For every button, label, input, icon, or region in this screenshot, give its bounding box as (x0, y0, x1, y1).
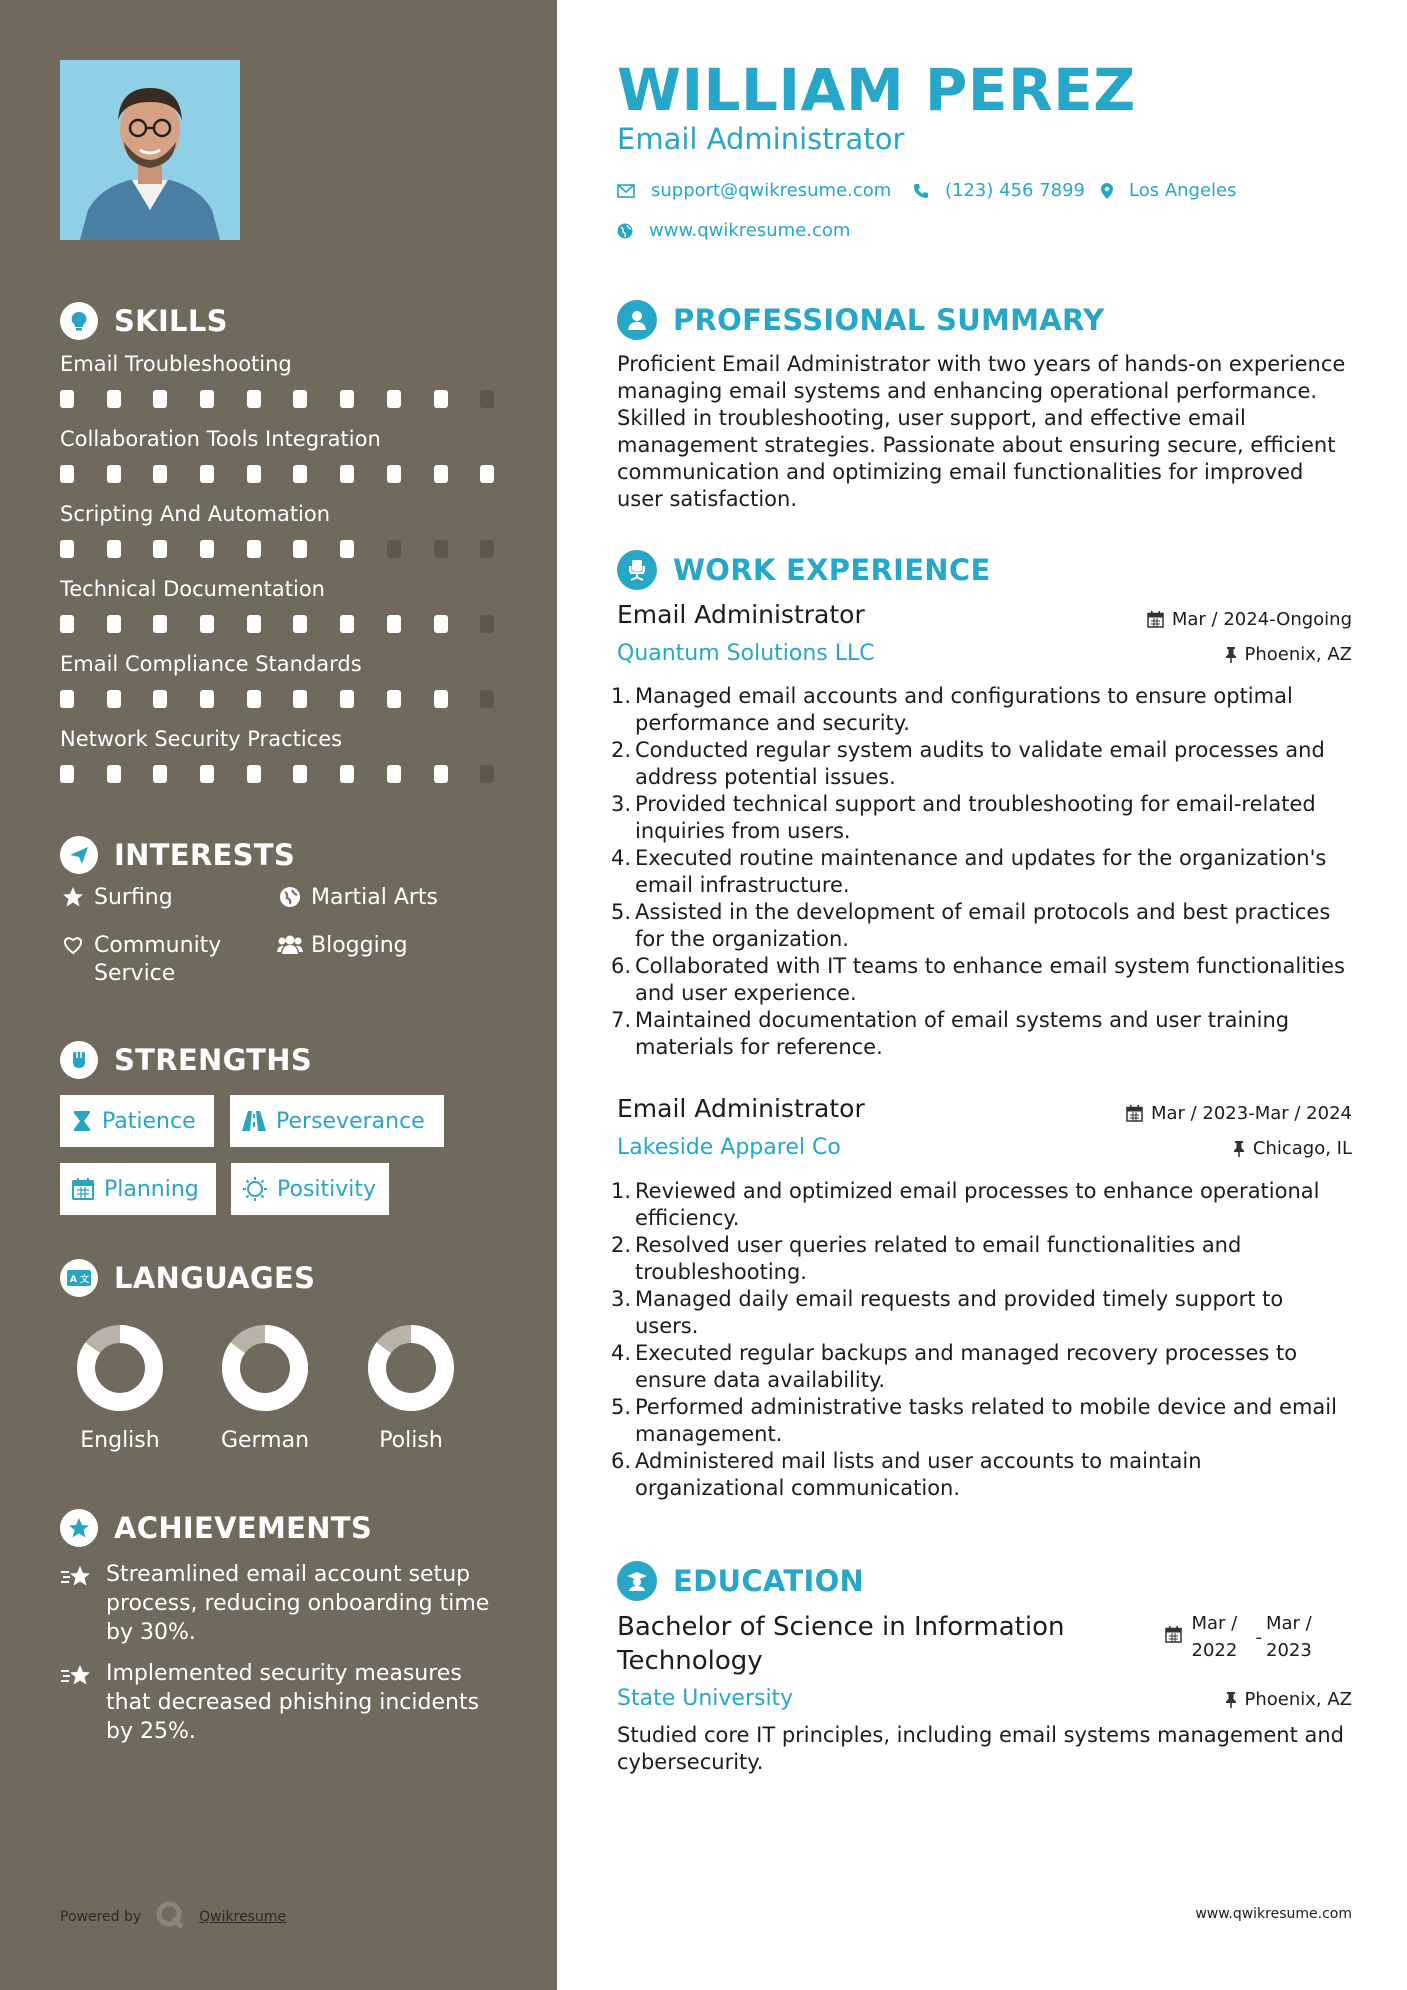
skill-level-dot (340, 615, 354, 633)
language-label: German (220, 1428, 310, 1453)
contact-email[interactable]: support@qwikresume.com (617, 180, 891, 201)
strength-chip: Planning (60, 1163, 216, 1215)
strengths-header (60, 1041, 312, 1079)
skill-level-dots (60, 690, 527, 708)
skill-level-dot (153, 465, 167, 483)
education-end: Mar / 2023 (1266, 1613, 1312, 1661)
skill-level-dot (247, 465, 261, 483)
skill-name: Scripting And Automation (60, 502, 331, 526)
skill-level-dot (387, 540, 401, 558)
strength-chip: Perseverance (230, 1095, 444, 1147)
strengths-title: STRENGTHS (114, 1043, 313, 1077)
map-pin-icon (1101, 183, 1113, 199)
skill-level-dot (293, 615, 307, 633)
interest-item: Martial Arts (277, 884, 438, 912)
star-badge-icon (60, 1509, 98, 1547)
skill-level-dot (107, 540, 121, 558)
skill-level-dot (153, 390, 167, 408)
hourglass-icon (72, 1110, 92, 1132)
skills-header (60, 302, 228, 340)
skill-level-dot (387, 390, 401, 408)
job-location: Chicago, IL (1233, 1138, 1352, 1159)
contact-location: Los Angeles (1101, 180, 1237, 201)
job-bullet: 2. Resolved user queries related to email functionalities and troubleshooting. (611, 1233, 1242, 1284)
skill-level-dot (200, 615, 214, 633)
footer-url[interactable]: www.qwikresume.com (1195, 1906, 1352, 1922)
skill-level-dot (60, 465, 74, 483)
strength-chip: Patience (60, 1095, 214, 1147)
contact-website[interactable]: www.qwikresume.com (617, 220, 850, 241)
sidebar (0, 0, 557, 1990)
skill-level-dot (434, 390, 448, 408)
achievements-title: ACHIEVEMENTS (114, 1511, 373, 1545)
job-bullet: 2. Conducted regular system audits to validate email processes and address potential issues. (611, 738, 1325, 789)
skill-level-dot (340, 390, 354, 408)
education-dates: Mar / 2022 - Mar / 2023 (1165, 1610, 1327, 1664)
skill-level-dot (340, 690, 354, 708)
globe-icon (277, 884, 303, 910)
achievement-item: Implemented security measures that decreased phishing incidents by 25%. (60, 1659, 506, 1746)
skill-name: Email Troubleshooting (60, 352, 292, 376)
education-start: Mar / 2022 (1191, 1613, 1238, 1661)
strength-chip: Positivity (231, 1163, 389, 1215)
language-label: Polish (379, 1428, 443, 1453)
education-title: EDUCATION (673, 1564, 865, 1598)
lightbulb-icon (60, 302, 98, 340)
skill-level-dot (60, 690, 74, 708)
powered-by: Powered by Qwikresume (60, 1900, 286, 1934)
job-bullet: 4. Executed routine maintenance and updates for the organization's email infrastructure. (611, 846, 1327, 897)
skill-level-dots (60, 465, 527, 483)
skill-level-dot (247, 390, 261, 408)
skill-level-dot (293, 765, 307, 783)
skill-level-dot (480, 465, 494, 483)
job-bullets (611, 1178, 1352, 1502)
skill-level-dot (434, 690, 448, 708)
summary-text: Proficient Email Administrator with two years of hands-on experience managing email systems and enhancing operational performance. Skilled in troubleshooting, user support, and effective email management strategies. Passionate about ensuring secure, efficient communication and optimizing email functionalities for improved user satisfaction. (617, 352, 1346, 511)
skill-level-dot (107, 465, 121, 483)
interests-header (60, 836, 295, 874)
skill-name: Email Compliance Standards (60, 652, 362, 676)
skill-level-dot (293, 690, 307, 708)
job-bullet: 5. Performed administrative tasks related to mobile device and email management. (611, 1395, 1337, 1446)
education-degree: Bachelor of Science in Information Technology (617, 1612, 1065, 1676)
qwikresume-link[interactable]: Qwikresume (199, 1909, 287, 1925)
job-bullet: 5. Assisted in the development of email protocols and best practices for the organization. (611, 900, 1331, 951)
language-label: English (80, 1428, 160, 1453)
skill-level-dot (387, 465, 401, 483)
summary-title: PROFESSIONAL SUMMARY (673, 303, 1105, 337)
skill-level-dots (60, 615, 527, 633)
job-bullets (611, 683, 1352, 1061)
skill-level-dot (60, 765, 74, 783)
skill-level-dot (153, 540, 167, 558)
job-title: Email Administrator (617, 1094, 865, 1123)
pushpin-icon (1225, 1692, 1237, 1708)
road-icon (242, 1111, 266, 1131)
achievements-header (60, 1509, 372, 1547)
job-location: Phoenix, AZ (1225, 644, 1353, 665)
shooting-star-icon (60, 1659, 94, 1693)
skill-level-dot (153, 615, 167, 633)
job-bullet: 3. Managed daily email requests and provided timely support to users. (611, 1287, 1284, 1338)
graduate-icon (617, 1561, 657, 1601)
skill-level-dot (247, 765, 261, 783)
skill-level-dot (480, 690, 494, 708)
languages-title: LANGUAGES (114, 1261, 316, 1295)
skill-level-dot (340, 540, 354, 558)
education-location: Phoenix, AZ (1225, 1689, 1353, 1710)
skill-level-dot (480, 765, 494, 783)
language-donut (77, 1325, 163, 1411)
job-bullet: 7. Maintained documentation of email systems and user training materials for reference. (611, 1008, 1290, 1059)
globe-icon (617, 223, 633, 239)
phone-icon (913, 183, 929, 199)
job-bullet: 1. Reviewed and optimized email processes to enhance operational efficiency. (611, 1179, 1320, 1230)
skill-level-dot (434, 615, 448, 633)
skill-level-dot (293, 540, 307, 558)
skill-level-dot (107, 390, 121, 408)
job-bullet: 3. Provided technical support and troubleshooting for email-related inquiries from users. (611, 792, 1316, 843)
fist-icon (60, 1041, 98, 1079)
interest-item: Blogging (277, 932, 408, 960)
job-company: Quantum Solutions LLC (617, 641, 875, 666)
job-bullet: 4. Executed regular backups and managed recovery processes to ensure data availability. (611, 1341, 1298, 1392)
skill-level-dot (293, 465, 307, 483)
skill-level-dot (107, 690, 121, 708)
skill-level-dot (434, 765, 448, 783)
interest-item: Surfing (60, 884, 173, 912)
skill-level-dot (387, 765, 401, 783)
skill-level-dot (480, 390, 494, 408)
language-donut (368, 1325, 454, 1411)
skill-name: Technical Documentation (60, 577, 325, 601)
education-description: Studied core IT principles, including email systems management and cybersecurity. (617, 1723, 1344, 1774)
skill-level-dot (340, 465, 354, 483)
skill-level-dot (434, 465, 448, 483)
envelope-icon (617, 184, 635, 198)
summary-header (617, 300, 1104, 340)
skill-level-dot (293, 390, 307, 408)
job-company: Lakeside Apparel Co (617, 1135, 841, 1160)
sun-icon (243, 1177, 267, 1201)
profile-photo (60, 60, 240, 240)
calendar-icon (1126, 1105, 1143, 1122)
skills-title: SKILLS (114, 304, 228, 338)
job-title: Email Administrator (617, 600, 865, 629)
skill-level-dot (107, 765, 121, 783)
translate-icon (60, 1259, 98, 1297)
pushpin-icon (1233, 1141, 1245, 1157)
skill-name: Collaboration Tools Integration (60, 427, 381, 451)
skill-level-dot (60, 390, 74, 408)
skill-level-dot (340, 765, 354, 783)
language-donut (222, 1325, 308, 1411)
heart-outline-icon (60, 932, 86, 958)
skill-level-dot (107, 615, 121, 633)
skill-level-dot (247, 690, 261, 708)
job-dates: Mar / 2023-Mar / 2024 (1126, 1103, 1352, 1124)
pushpin-icon (1225, 647, 1237, 663)
office-chair-icon (617, 550, 657, 590)
experience-header (617, 550, 991, 590)
skill-level-dot (60, 540, 74, 558)
education-header (617, 1561, 864, 1601)
skill-level-dot (153, 690, 167, 708)
job-bullet: 1. Managed email accounts and configurations to ensure optimal performance and security. (611, 684, 1293, 735)
candidate-title: Email Administrator (617, 122, 905, 156)
users-icon (277, 932, 303, 958)
shooting-star-icon (60, 1560, 94, 1594)
svg-text:A: A (70, 1275, 77, 1285)
candidate-name: WILLIAM PEREZ (617, 56, 1136, 124)
qwikresume-logo-icon (155, 1900, 185, 1934)
skill-level-dot (200, 690, 214, 708)
skill-level-dot (247, 540, 261, 558)
skill-level-dot (247, 615, 261, 633)
contact-phone[interactable]: (123) 456 7899 (913, 180, 1085, 201)
skill-level-dots (60, 540, 527, 558)
skill-level-dot (200, 540, 214, 558)
interest-item: Community Service (60, 932, 244, 988)
skill-level-dot (480, 615, 494, 633)
skill-level-dots (60, 765, 527, 783)
skill-name: Network Security Practices (60, 727, 343, 751)
job-bullet: 6. Administered mail lists and user accounts to maintain organizational communication. (611, 1449, 1202, 1500)
paper-plane-icon (60, 836, 98, 874)
skill-level-dot (60, 615, 74, 633)
skill-level-dot (480, 540, 494, 558)
calendar-icon (1147, 611, 1164, 628)
experience-title: WORK EXPERIENCE (673, 553, 991, 587)
user-icon (617, 300, 657, 340)
skill-level-dot (434, 540, 448, 558)
calendar-icon (72, 1178, 94, 1200)
skill-level-dot (200, 390, 214, 408)
skill-level-dot (387, 690, 401, 708)
skill-level-dot (153, 765, 167, 783)
achievement-item: Streamlined email account setup process, reducing onboarding time by 30%. (60, 1560, 506, 1647)
job-dates: Mar / 2024-Ongoing (1147, 609, 1352, 630)
interests-title: INTERESTS (114, 838, 296, 872)
skill-level-dot (387, 615, 401, 633)
calendar-icon (1165, 1624, 1182, 1651)
skill-level-dot (200, 465, 214, 483)
star-icon (60, 884, 86, 910)
job-bullet: 6. Collaborated with IT teams to enhance email system functionalities and user experience. (611, 954, 1345, 1005)
skill-level-dots (60, 390, 527, 408)
education-school: State University (617, 1686, 794, 1711)
svg-text:文: 文 (80, 1275, 90, 1285)
skill-level-dot (200, 765, 214, 783)
languages-header (60, 1259, 315, 1297)
